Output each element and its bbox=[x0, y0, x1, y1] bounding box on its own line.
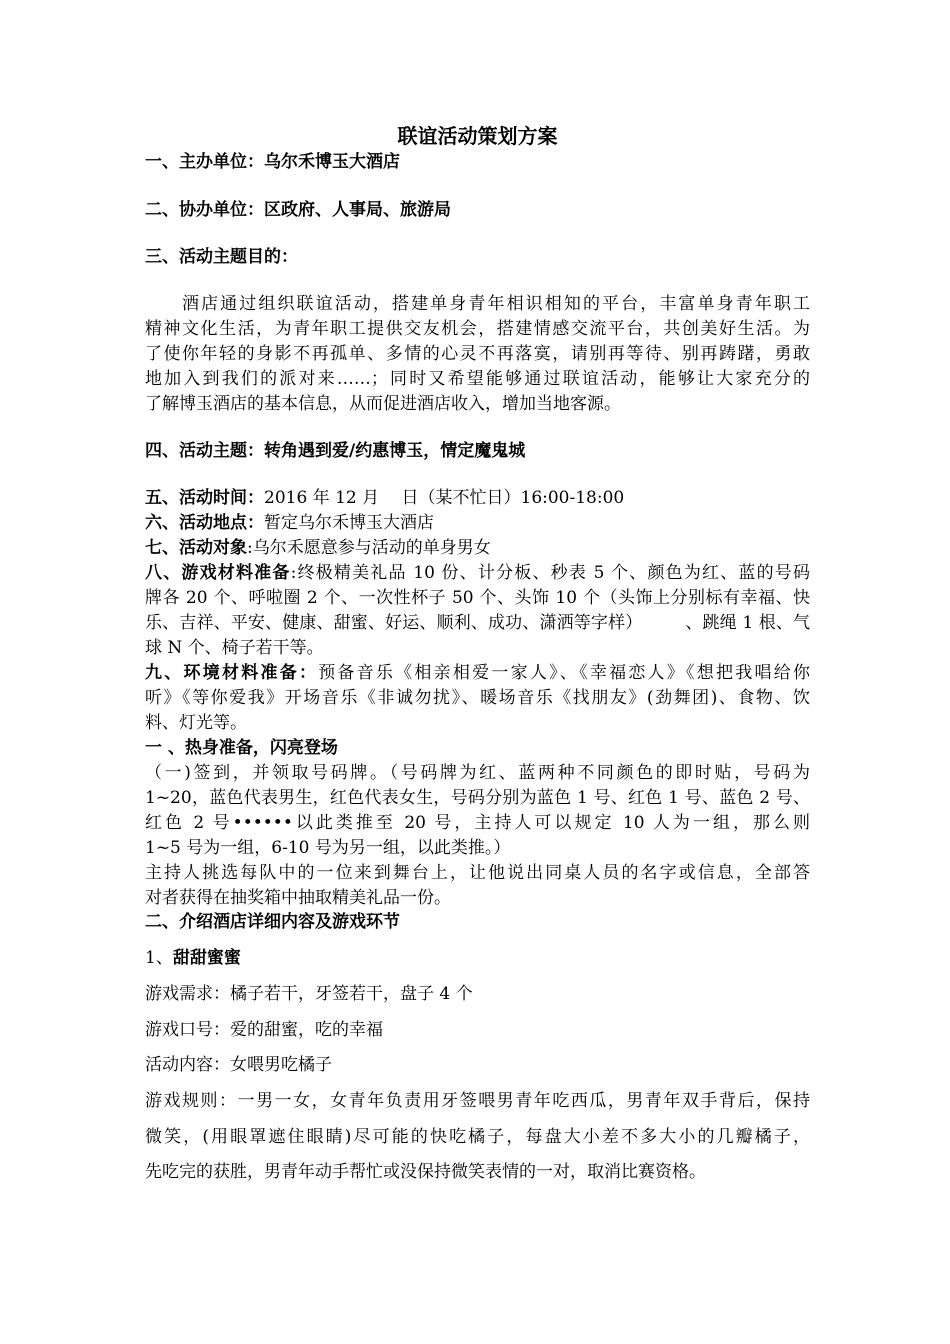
section-text: :乌尔禾愿意参与活动的单身男女 bbox=[247, 538, 491, 558]
section-label: 九、环境材料准备： bbox=[145, 663, 319, 683]
part1-line: （一)签到，并领取号码牌。（号码牌为红、蓝两种不同颜色的即时贴，号码为 bbox=[145, 763, 810, 783]
section-text: 暂定乌尔禾博玉大酒店 bbox=[264, 513, 434, 533]
game-content: 活动内容：女喂男吃橘子 bbox=[145, 1055, 332, 1075]
section-label: 一、主办单位： bbox=[145, 152, 264, 172]
section-label: 六、活动地点： bbox=[145, 513, 264, 533]
section-audience bbox=[145, 537, 810, 559]
game-name: 甜甜蜜蜜 bbox=[172, 948, 241, 968]
section-host bbox=[145, 151, 810, 173]
game-slogan: 游戏口号：爱的甜蜜，吃的幸福 bbox=[145, 1020, 383, 1040]
part1-heading: 一 、热身准备，闪亮登场 bbox=[145, 738, 338, 758]
section-label: 七、活动对象 bbox=[145, 538, 247, 558]
section-text: 区政府、人事局、旅游局 bbox=[264, 200, 451, 220]
purpose-line: 精神文化生活，为青年职工提供交友机会，搭建情感交流平台，共创美好生活。为 bbox=[145, 319, 810, 339]
purpose-line: 了解博玉酒店的基本信息，从而促进酒店收入，增加当地客源。 bbox=[145, 394, 621, 414]
game-rules-line: 微笑，(用眼罩遮住眼睛)尽可能的快吃橘子，每盘大小差不多大小的几瓣橘子， bbox=[145, 1127, 810, 1147]
page-title: 联谊活动策划方案 bbox=[397, 124, 558, 148]
section-text: 2016 年 12 月 日（某不忙日）16:00-18:00 bbox=[264, 488, 625, 508]
game-rules-line: 游戏规则：一男一女，女青年负责用牙签喂男青年吃西瓜，男青年双手背后，保持 bbox=[145, 1091, 810, 1111]
part1-line: 1~5 号为一组，6-10 号为另一组，以此类推。） bbox=[145, 838, 511, 858]
materials-line: 牌各 20 个、呼啦圈 2 个、一次性杯子 50 个、头饰 10 个（头饰上分别标有幸福、快 bbox=[145, 588, 810, 608]
game-number: 1、 bbox=[145, 948, 173, 968]
purpose-line: 地加入到我们的派对来……；同时又希望能够通过联谊活动，能够让大家充分的 bbox=[145, 369, 810, 389]
section-text: 转角遇到爱/约惠博玉，情定魔鬼城 bbox=[264, 441, 526, 461]
section-env-materials bbox=[145, 662, 810, 684]
part2-heading: 二、介绍酒店详细内容及游戏环节 bbox=[145, 912, 400, 932]
section-label: 二、协办单位： bbox=[145, 200, 264, 220]
materials-line: 球 N 个、椅子若干等。 bbox=[145, 638, 324, 658]
game-rules-line: 先吃完的获胜，男青年动手帮忙或没保持微笑表情的一对，取消比赛资格。 bbox=[145, 1162, 706, 1182]
section-theme bbox=[145, 440, 810, 462]
section-label: 八、游戏材料准备 bbox=[145, 563, 291, 583]
section-text: :终极精美礼品 10 份、计分板、秒表 5 个、颜色为红、蓝的号码 bbox=[290, 563, 810, 583]
materials-line: 乐、吉祥、平安、健康、甜蜜、好运、顺利、成功、潇洒等字样） 、跳绳 1 根、气 bbox=[145, 613, 810, 633]
section-purpose-heading: 三、活动主题目的： bbox=[145, 247, 298, 267]
part1-line: 1~20，蓝色代表男生，红色代表女生，号码分别为蓝色 1 号、红色 1 号、蓝色 2 号、 bbox=[145, 788, 810, 808]
purpose-line: 了使你年轻的身影不再孤单、多情的心灵不再落寞，请别再等待、别再踌躇，勇敢 bbox=[145, 344, 810, 364]
section-text: 预备音乐《相亲相爱一家人》、《幸福恋人》《想把我唱给你 bbox=[318, 663, 811, 683]
section-label: 五、活动时间： bbox=[145, 488, 264, 508]
purpose-line: 酒店通过组织联谊活动，搭建单身青年相识相知的平台，丰富单身青年职工 bbox=[182, 294, 810, 314]
section-co-host bbox=[145, 199, 810, 221]
section-location bbox=[145, 512, 810, 534]
game-title bbox=[145, 947, 810, 969]
game-needs: 游戏需求：橘子若干，牙签若干，盘子 4 个 bbox=[145, 984, 473, 1004]
part1-line: 主持人挑选每队中的一位来到舞台上，让他说出同桌人员的名字或信息，全部答 bbox=[145, 863, 810, 883]
part1-line: 对者获得在抽奖箱中抽取精美礼品一份。 bbox=[145, 888, 451, 908]
section-game-materials bbox=[145, 562, 810, 584]
env-materials-line: 听》《等你爱我》开场音乐《非诚勿扰》、暖场音乐《找朋友》(劲舞团)、食物、饮 bbox=[145, 688, 810, 708]
section-label: 四、活动主题： bbox=[145, 441, 264, 461]
section-time bbox=[145, 487, 810, 509]
section-text: 乌尔禾博玉大酒店 bbox=[264, 152, 400, 172]
env-materials-line: 料、灯光等。 bbox=[145, 713, 247, 733]
part1-line: 红色 2 号••••••以此类推至 20 号，主持人可以规定 10 人为一组，那么则 bbox=[145, 813, 810, 833]
